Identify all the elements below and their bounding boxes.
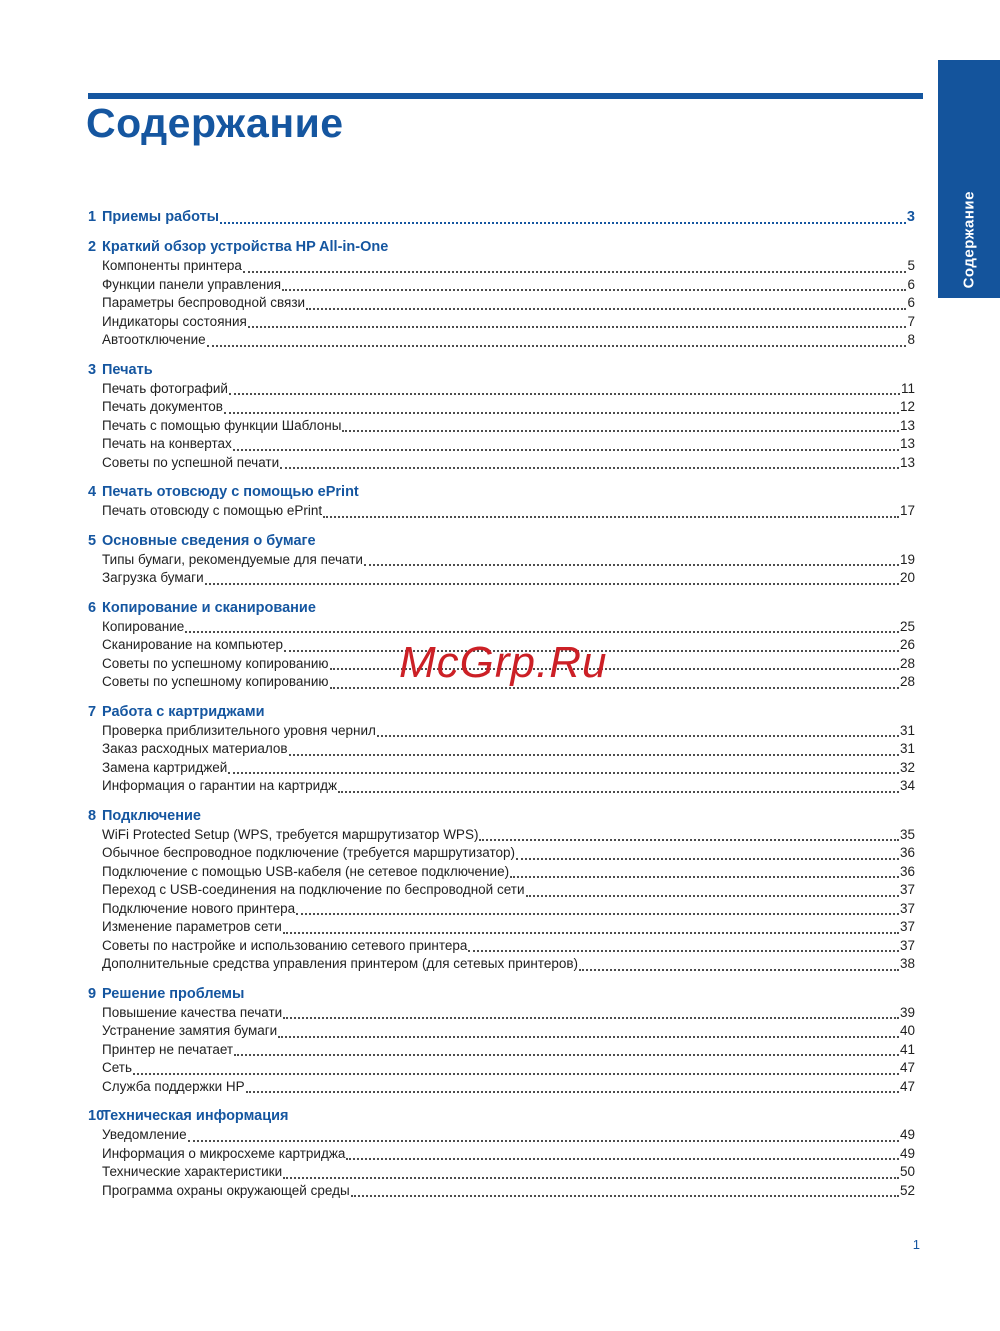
entry-page-number: 5 — [907, 258, 915, 273]
entry-page-number: 11 — [900, 380, 915, 396]
toc-entry[interactable] — [88, 1041, 915, 1060]
toc-entry[interactable] — [88, 1163, 915, 1182]
chapter-number: 9 — [88, 985, 97, 1002]
entry-label: Уведомление — [102, 1127, 187, 1142]
dot-leader — [246, 1091, 899, 1093]
entry-page-number: 47 — [899, 1078, 915, 1094]
entry-page-number: 52 — [899, 1182, 915, 1198]
chapter-title: Печать отовсюду с помощью ePrint — [102, 484, 359, 500]
entry-label: Принтер не печатает — [102, 1041, 234, 1057]
entry-label: Индикаторы состояния — [102, 313, 247, 329]
chapter-entries — [88, 380, 915, 473]
entry-label: Обычное беспроводное подключение (требуется маршрутизатор) — [102, 845, 516, 860]
entry-page-number: 37 — [899, 919, 915, 934]
dot-leader — [351, 1195, 899, 1197]
entry-page-number: 8 — [907, 332, 915, 347]
chapter-title: Печать — [102, 361, 153, 378]
dot-leader — [207, 345, 907, 347]
chapter-entries — [88, 257, 915, 350]
dot-leader — [296, 913, 899, 915]
chapter-title: Копирование и сканирование — [102, 599, 316, 616]
dot-leader — [346, 1158, 899, 1160]
toc-entry[interactable] — [88, 1059, 915, 1078]
toc-chapter — [88, 807, 915, 974]
entry-label: Советы по успешному копированию — [102, 655, 329, 671]
entry-page-number: 37 — [899, 900, 915, 916]
entry-label: Переход с USB-соединения на подключение по беспроводной сети — [102, 882, 525, 897]
chapter-title: Работа с картриджами — [102, 703, 265, 720]
entry-label: Советы по успешной печати — [102, 454, 280, 470]
entry-page-number: 37 — [899, 937, 915, 953]
entry-page-number: 26 — [899, 637, 915, 652]
chapter-number: 4 — [88, 484, 97, 500]
entry-label: Программа охраны окружающей среды — [102, 1182, 350, 1198]
toc-chapter — [88, 238, 915, 350]
dot-leader — [510, 876, 899, 878]
entry-label: Копирование — [102, 618, 185, 634]
chapter-entries — [88, 826, 915, 974]
toc-entry[interactable] — [88, 380, 915, 399]
toc-entry[interactable] — [88, 1145, 915, 1164]
toc-chapter — [88, 483, 915, 521]
entry-label: Печать документов — [102, 399, 223, 414]
entry-page-number: 36 — [899, 845, 915, 860]
entry-page-number: 12 — [899, 399, 915, 414]
chapter-entries — [88, 1004, 915, 1097]
dot-leader — [248, 326, 907, 328]
dot-leader — [526, 895, 899, 897]
toc-chapter-heading[interactable] — [88, 238, 915, 257]
toc-chapter — [88, 703, 915, 796]
dot-leader — [479, 839, 899, 841]
entry-label: Подключение нового принтера — [102, 900, 296, 916]
toc-chapter — [88, 361, 915, 473]
entry-page-number: 32 — [899, 759, 915, 775]
entry-label: Изменение параметров сети — [102, 919, 282, 934]
title-rule — [88, 93, 923, 99]
dot-leader — [468, 950, 899, 952]
dot-leader — [289, 754, 899, 756]
entry-page-number: 19 — [899, 551, 915, 567]
toc-entry[interactable] — [88, 313, 915, 332]
dot-leader — [229, 393, 900, 395]
toc-entry[interactable] — [88, 435, 915, 454]
dot-leader — [220, 222, 906, 224]
chapter-number: 10 — [88, 1108, 105, 1124]
entry-label: Замена картриджей — [102, 759, 228, 775]
dot-leader — [342, 430, 899, 432]
dot-leader — [323, 516, 899, 518]
chapter-page-number: 3 — [906, 209, 915, 225]
entry-page-number: 7 — [907, 313, 915, 329]
entry-page-number: 31 — [899, 741, 915, 756]
entry-page-number: 40 — [899, 1023, 915, 1038]
entry-page-number: 17 — [899, 503, 915, 518]
entry-page-number: 13 — [899, 454, 915, 470]
chapter-number: 8 — [88, 807, 97, 824]
dot-leader — [234, 1054, 899, 1056]
entry-label: Компоненты принтера — [102, 258, 242, 273]
chapter-entries — [88, 502, 915, 521]
watermark: McGrp.Ru — [399, 638, 608, 687]
dot-leader — [364, 564, 899, 566]
toc-entry[interactable] — [88, 569, 915, 588]
entry-page-number: 37 — [899, 882, 915, 897]
entry-label: Подключение с помощью USB-кабеля (не сетевое подключение) — [102, 863, 510, 879]
entry-label: Технические характеристики — [102, 1164, 283, 1179]
toc-entry[interactable] — [88, 551, 915, 570]
toc-entry[interactable] — [88, 1022, 915, 1041]
dot-leader — [579, 969, 899, 971]
entry-page-number: 28 — [899, 674, 915, 689]
toc-entry[interactable] — [88, 618, 915, 637]
toc-entry[interactable] — [88, 722, 915, 741]
toc-entry[interactable] — [88, 1182, 915, 1201]
entry-page-number: 13 — [899, 436, 915, 451]
entry-page-number: 41 — [899, 1041, 915, 1057]
chapter-number: 1 — [88, 209, 97, 225]
toc-entry[interactable] — [88, 276, 915, 295]
toc-entry[interactable] — [88, 759, 915, 778]
entry-label: Печать отовсюду с помощью ePrint — [102, 503, 323, 518]
entry-page-number: 25 — [899, 618, 915, 634]
entry-page-number: 6 — [907, 295, 915, 310]
toc-entry[interactable] — [88, 900, 915, 919]
entry-page-number: 50 — [899, 1164, 915, 1179]
entry-page-number: 38 — [899, 956, 915, 971]
chapter-title: Приемы работы — [102, 209, 220, 225]
dot-leader — [224, 412, 899, 414]
chapter-title: Основные сведения о бумаге — [102, 532, 316, 549]
dot-leader — [282, 289, 906, 291]
dot-leader — [243, 271, 907, 273]
chapter-title: Техническая информация — [102, 1108, 289, 1124]
page-title: Содержание — [86, 100, 344, 146]
toc — [88, 208, 915, 1200]
chapter-entries — [88, 1126, 915, 1200]
toc-chapter-heading[interactable] — [88, 599, 915, 618]
toc-chapter — [88, 208, 915, 227]
toc-entry[interactable] — [88, 398, 915, 417]
toc-entry[interactable] — [88, 1126, 915, 1145]
toc-chapter — [88, 1107, 915, 1200]
footer-page-number: 1 — [912, 1237, 920, 1252]
chapter-entries — [88, 722, 915, 796]
toc-entry[interactable] — [88, 454, 915, 473]
entry-label: Служба поддержки HP — [102, 1078, 245, 1094]
chapter-number: 6 — [88, 599, 97, 616]
chapter-number: 3 — [88, 361, 97, 378]
entry-label: Печать фотографий — [102, 380, 228, 396]
toc-entry[interactable] — [88, 777, 915, 796]
toc-chapter-heading[interactable] — [88, 361, 915, 380]
entry-label: Информация о микросхеме картриджа — [102, 1145, 346, 1161]
chapter-thumb-tab — [938, 60, 1000, 298]
toc-chapter-heading[interactable] — [88, 807, 915, 826]
entry-label: Устранение замятия бумаги — [102, 1023, 278, 1038]
entry-page-number: 39 — [899, 1004, 915, 1020]
entry-label: Заказ расходных материалов — [102, 741, 288, 756]
chapter-title: Краткий обзор устройства HP All-in-One — [102, 239, 389, 255]
entry-label: Функции панели управления — [102, 276, 282, 292]
toc-entry[interactable] — [88, 826, 915, 845]
entry-label: Информация о гарантии на картридж — [102, 778, 338, 793]
dot-leader — [205, 583, 899, 585]
toc-entry[interactable] — [88, 937, 915, 956]
toc-chapter — [88, 532, 915, 588]
entry-page-number: 20 — [899, 570, 915, 585]
entry-label: Сканирование на компьютер — [102, 637, 284, 652]
toc-chapter — [88, 985, 915, 1097]
dot-leader — [516, 858, 899, 860]
entry-label: Советы по успешному копированию — [102, 674, 329, 689]
toc-entry[interactable] — [88, 740, 915, 759]
toc-chapter-heading[interactable] — [88, 208, 915, 227]
toc-entry[interactable] — [88, 1004, 915, 1023]
chapter-title: Решение проблемы — [102, 985, 245, 1002]
entry-label: Загрузка бумаги — [102, 570, 204, 585]
toc-entry[interactable] — [88, 502, 915, 521]
dot-leader — [185, 631, 899, 633]
entry-label: Печать с помощью функции Шаблоны — [102, 417, 342, 433]
entry-label: Повышение качества печати — [102, 1004, 283, 1020]
chapter-thumb-tab-label: Содержание — [960, 190, 978, 288]
entry-page-number: 49 — [899, 1145, 915, 1161]
entry-page-number: 13 — [899, 417, 915, 433]
toc-entry[interactable] — [88, 863, 915, 882]
entry-page-number: 35 — [899, 826, 915, 842]
entry-label: Автоотключение — [102, 332, 206, 347]
toc-entry[interactable] — [88, 881, 915, 900]
dot-leader — [306, 308, 906, 310]
toc-entry[interactable] — [88, 331, 915, 350]
entry-label: Сеть — [102, 1060, 133, 1075]
dot-leader — [278, 1036, 899, 1038]
entry-page-number: 6 — [907, 276, 915, 292]
entry-label: Дополнительные средства управления принтером (для сетевых принтеров) — [102, 956, 579, 971]
dot-leader — [280, 467, 899, 469]
dot-leader — [228, 772, 899, 774]
dot-leader — [338, 791, 899, 793]
toc-chapter-heading[interactable] — [88, 1107, 915, 1126]
entry-label: Типы бумаги, рекомендуемые для печати — [102, 551, 363, 567]
toc-entry[interactable] — [88, 417, 915, 436]
dot-leader — [188, 1140, 899, 1142]
toc-entry[interactable] — [88, 294, 915, 313]
chapter-number: 5 — [88, 532, 97, 549]
entry-page-number: 34 — [899, 778, 915, 793]
dot-leader — [133, 1073, 899, 1075]
toc-entry[interactable] — [88, 257, 915, 276]
entry-page-number: 28 — [899, 655, 915, 671]
entry-page-number: 36 — [899, 863, 915, 879]
dot-leader — [283, 1017, 899, 1019]
entry-label: Параметры беспроводной связи — [102, 295, 306, 310]
chapter-number: 2 — [88, 239, 97, 255]
entry-label: Проверка приблизительного уровня чернил — [102, 722, 376, 738]
entry-page-number: 31 — [899, 722, 915, 738]
entry-label: Печать на конвертах — [102, 436, 232, 451]
toc-entry[interactable] — [88, 955, 915, 974]
entry-page-number: 49 — [899, 1127, 915, 1142]
toc-chapter-heading[interactable] — [88, 985, 915, 1004]
dot-leader — [283, 1177, 899, 1179]
entry-label: WiFi Protected Setup (WPS, требуется маршрутизатор WPS) — [102, 826, 479, 842]
toc-entry[interactable] — [88, 1078, 915, 1097]
toc-entry[interactable] — [88, 844, 915, 863]
chapter-number: 7 — [88, 703, 97, 720]
entry-label: Советы по настройке и использованию сетевого принтера — [102, 937, 468, 953]
dot-leader — [233, 449, 899, 451]
entry-page-number: 47 — [899, 1060, 915, 1075]
toc-chapter-heading[interactable] — [88, 483, 915, 502]
chapter-title: Подключение — [102, 807, 201, 824]
chapter-entries — [88, 551, 915, 588]
toc-chapter-heading[interactable] — [88, 703, 915, 722]
toc-chapter-heading[interactable] — [88, 532, 915, 551]
toc-entry[interactable] — [88, 918, 915, 937]
dot-leader — [283, 932, 899, 934]
dot-leader — [377, 735, 899, 737]
